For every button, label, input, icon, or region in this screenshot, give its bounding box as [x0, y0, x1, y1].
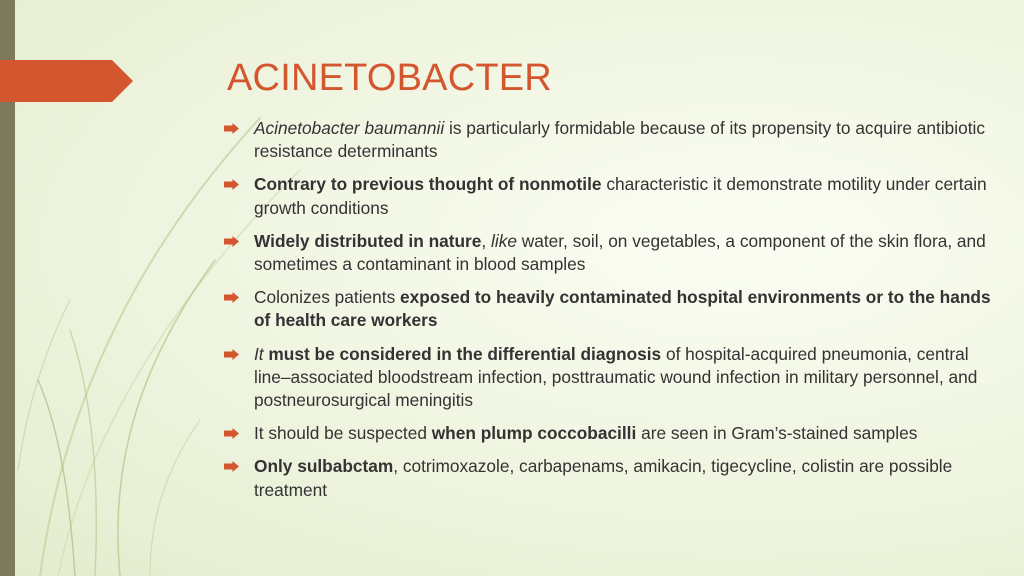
right-arrow-bullet-icon: [224, 292, 239, 303]
bullet-text-segment: It: [254, 343, 264, 364]
right-arrow-bullet-icon: [224, 123, 239, 134]
right-arrow-bullet-icon: [224, 349, 239, 360]
bullet-text-segment: Colonizes patients: [254, 287, 401, 308]
slide-title: ACINETOBACTER: [227, 57, 552, 99]
bullet-text-segment: must be considered in the differential diagnosis: [268, 343, 662, 364]
bullet-item: [224, 422, 1004, 445]
bullet-text-segment: Widely distributed in nature: [254, 230, 482, 251]
bullet-text-segment: of hospital-acquired pneumonia, central line–associated bloodstream infection, posttraumatic wound infection in military personnel, and postneurosurgical meningitis: [254, 343, 978, 411]
bullet-text-segment: ,: [481, 230, 492, 251]
bullet-item: [224, 230, 1004, 276]
right-arrow-bullet-icon: [224, 461, 239, 472]
bullet-item: [224, 117, 1004, 163]
bullet-item: [224, 286, 1004, 332]
bullet-item: [224, 173, 1004, 219]
bullet-item: [224, 455, 1004, 501]
bullet-text-segment: when plump coccobacilli: [431, 423, 637, 444]
bullet-text-segment: Contrary to previous thought of nonmotile: [254, 174, 602, 195]
bullet-text-segment: is particularly formidable because of its propensity to acquire antibiotic resistance determinants: [254, 118, 986, 162]
bullet-text-segment: exposed to heavily contaminated hospital environments or to the hands of health care workers: [254, 287, 991, 331]
bullet-text-segment: water, soil, on vegetables, a component of the skin flora, and sometimes a contaminant in blood samples: [254, 230, 986, 275]
bullet-text-segment: Only sulbabctam: [254, 456, 394, 477]
bullet-text-segment: characteristic it demonstrate motility under certain growth conditions: [254, 174, 987, 218]
bullet-text-segment: like: [491, 230, 517, 251]
right-arrow-bullet-icon: [224, 428, 239, 439]
title-accent-arrow-tab: [0, 60, 133, 102]
right-arrow-bullet-icon: [224, 179, 239, 190]
bullet-item: [224, 343, 1004, 413]
bullet-text-segment: , cotrimoxazole, carbapenams, amikacin, tigecycline, colistin are possible treatment: [254, 456, 953, 500]
bullet-text-segment: are seen in Gram’s-stained samples: [636, 423, 918, 444]
bullet-text-segment: Acinetobacter baumannii: [254, 118, 445, 138]
right-arrow-bullet-icon: [224, 236, 239, 247]
bullet-list: [224, 117, 1004, 512]
bullet-text-segment: It should be suspected: [254, 423, 432, 444]
